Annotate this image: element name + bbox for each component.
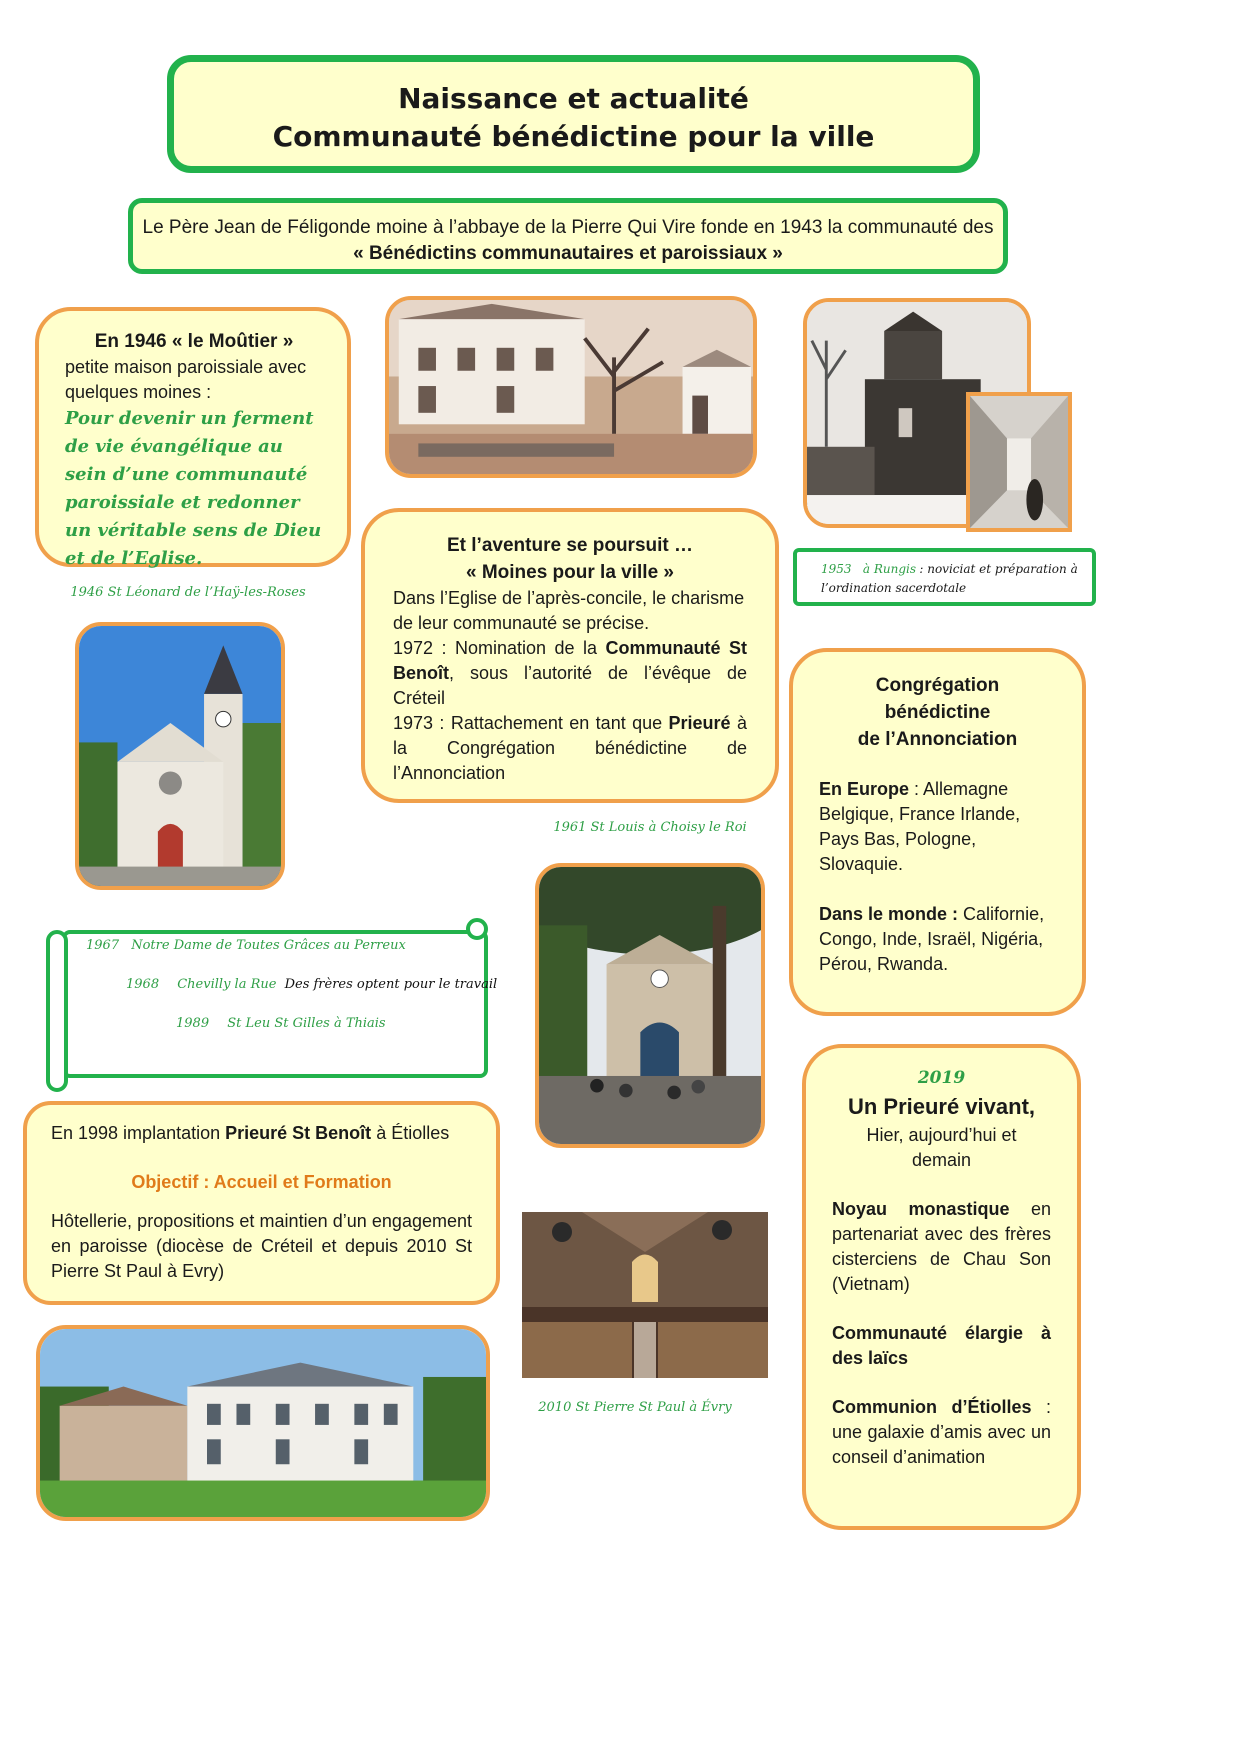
photo-corridor [966,392,1072,532]
congregation-europe [819,777,1056,877]
aventure-p3-bold: Prieuré [668,713,731,733]
prieure-communion [832,1395,1051,1470]
aventure-p2-pre: 1972 : Nomination de la [393,638,598,658]
monde-label: Dans le monde : [819,904,959,924]
scroll-r2-note: Des frères optent pour le travail [284,977,498,992]
etiolles-p1-post: à Étiolles [376,1123,450,1143]
aventure-p1: Dans l’Eglise de l’après-concile, le charisme de leur communauté se précise. [393,588,745,633]
monde-text: Californie, Congo, Inde, Israël, Nigéria, Pérou, Rwanda. [819,904,1045,974]
aventure-p3-pre: 1973 : Rattachement en tant que [393,713,663,733]
scroll-row-2 [126,977,497,992]
prieure-title: Un Prieuré vivant, [847,1094,1036,1119]
moutier-box [35,307,351,567]
scroll-curl-right [466,918,488,940]
moutier-text: petite maison paroissiale avec quelques moines : [65,357,307,402]
congregation-title-1: Congrégation [875,675,1000,696]
scroll-r3-year: 1989 [176,1016,210,1031]
photo-choisy-church [535,863,765,1148]
moutier-title: En 1946 « le Moûtier » [94,331,294,352]
scroll-r2-year: 1968 [126,977,160,992]
aventure-p3 [393,711,747,786]
scroll-curl-left [46,930,68,1092]
photo-etiolles-chateau [36,1325,490,1521]
caption-1961: 1961 St Louis à Choisy le Roi [553,820,747,835]
scroll-r2-text: Chevilly la Rue [177,977,277,992]
prieure-sub: Hier, aujourd’hui et demain [866,1125,1017,1170]
prieure-box [802,1044,1081,1530]
noyau-text: en partenariat avec des frères cisterciens de Chau Son (Vietnam) [832,1199,1051,1294]
title-line-1: Naissance et actualité [398,82,749,115]
etiolles-p1-bold: Prieuré St Benoît [225,1123,372,1143]
scroll-row-1 [86,938,406,953]
etiolles-p1 [51,1121,472,1146]
etiolles-p1-pre: En 1998 implantation [51,1123,221,1143]
scroll-r1-text: Notre Dame de Toutes Grâces au Perreux [131,938,406,953]
title-banner [167,55,980,173]
noyau-bold: Noyau monastique [832,1199,1010,1219]
prieure-laics: Communauté élargie à des laïcs [832,1323,1051,1368]
intro-quote: « Bénédictins communautaires et paroissiaux » [353,243,783,264]
aventure-title-1: Et l’aventure se poursuit … [447,535,693,556]
europe-text: : Allemagne Belgique, France Irlande, Pays Bas, Pologne, Slovaquie. [819,779,1021,874]
aventure-p2-post: , sous l’autorité de l’évêque de Créteil [393,663,747,708]
congregation-title-3: de l’Annonciation [857,729,1018,750]
communion-bold: Communion d’Étiolles [832,1397,1032,1417]
history-scroll [46,918,498,1092]
photo-st-leonard-church [75,622,285,890]
scroll-r3-text: St Leu St Gilles à Thiais [227,1016,386,1031]
etiolles-box [23,1101,500,1305]
rungis-text: : noviciat et préparation à l’ordination sacerdotale [821,562,1078,595]
congregation-box [789,648,1086,1016]
intro-banner [128,198,1008,274]
congregation-monde [819,902,1056,977]
prieure-year: 2019 [917,1068,966,1088]
rungis-place: à Rungis [862,562,917,576]
photo-moutier-house [385,296,757,478]
etiolles-p2: Hôtellerie, propositions et maintien d’un engagement en paroisse (diocèse de Créteil et depuis 2010 St Pierre St Paul à Evry) [51,1211,472,1281]
title-line-2: Communauté bénédictine pour la ville [272,120,875,153]
scroll-r1-year: 1967 [86,938,120,953]
aventure-p2 [393,636,747,711]
europe-label: En Europe [819,779,910,799]
scroll-row-3 [176,1016,386,1031]
caption-2010: 2010 St Pierre St Paul à Évry [538,1400,732,1415]
photo-evry-interior [522,1212,768,1378]
caption-1946: 1946 St Léonard de l’Haÿ-les-Roses [70,585,306,600]
etiolles-objectif: Objectif : Accueil et Formation [131,1172,392,1192]
aventure-box [361,508,779,803]
intro-text: Le Père Jean de Féligonde moine à l’abbaye de la Pierre Qui Vire fonde en 1943 la communauté des [142,217,994,238]
communion-text: : une galaxie d’amis avec un conseil d’animation [832,1397,1051,1467]
moutier-mission: Pour devenir un ferment de vie évangélique au sein d’une communauté paroissiale et redonner un véritable sens de Dieu et de l’Eglise. [65,408,322,569]
rungis-ribbon [793,548,1096,606]
aventure-p3-post: à la Congrégation bénédictine de l’Annonciation [393,713,747,783]
aventure-p2-bold: Communauté St Benoît [393,638,747,683]
rungis-year: 1953 [821,562,852,576]
congregation-title-2: bénédictine [884,702,991,723]
aventure-title-2: « Moines pour la ville » [465,562,674,583]
prieure-noyau [832,1197,1051,1297]
